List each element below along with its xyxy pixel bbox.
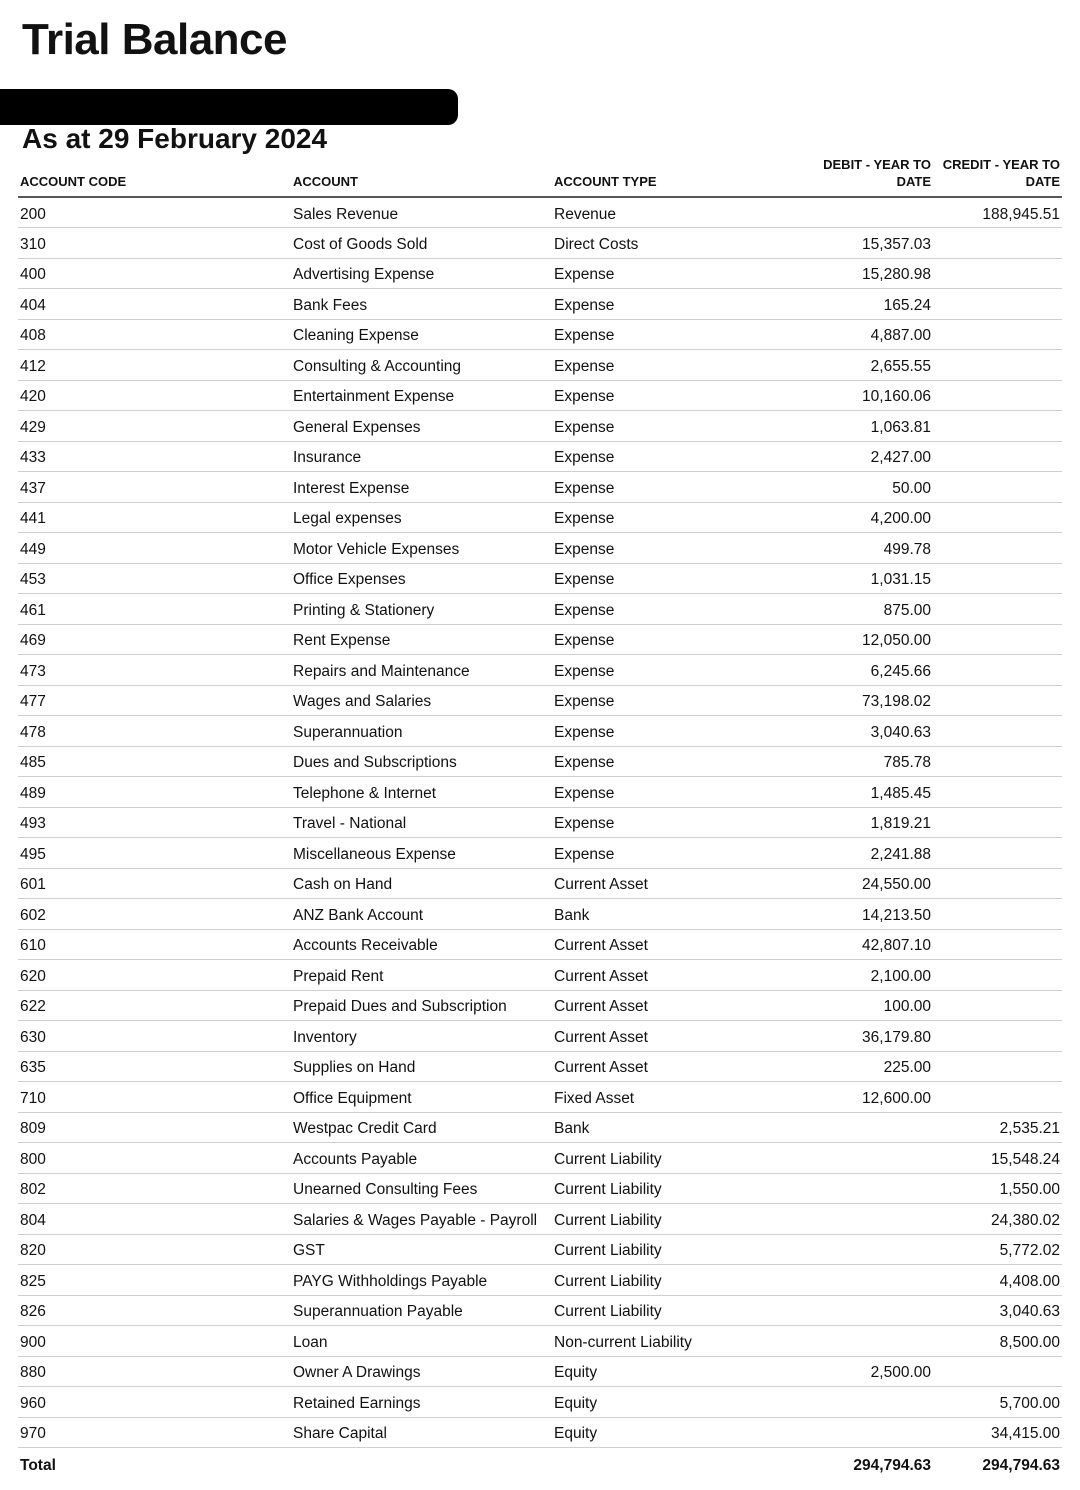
cell-account-type: Current Liability xyxy=(552,1204,790,1235)
header-account: ACCOUNT xyxy=(291,156,552,197)
table-row xyxy=(18,685,1062,716)
cell-account-code: 820 xyxy=(18,1234,291,1265)
cell-account-type: Expense xyxy=(552,563,790,594)
cell-account: Insurance xyxy=(291,441,552,472)
cell-account: Rent Expense xyxy=(291,624,552,655)
trial-balance-table xyxy=(18,156,1062,1478)
cell-account: Wages and Salaries xyxy=(291,685,552,716)
cell-account: Office Expenses xyxy=(291,563,552,594)
table-row xyxy=(18,990,1062,1021)
cell-debit: 15,280.98 xyxy=(790,258,933,289)
cell-debit xyxy=(790,1417,933,1448)
cell-account: Printing & Stationery xyxy=(291,594,552,625)
cell-account-type: Non-current Liability xyxy=(552,1326,790,1357)
table-row xyxy=(18,350,1062,381)
cell-credit xyxy=(933,472,1062,503)
cell-account-type: Equity xyxy=(552,1417,790,1448)
table-row xyxy=(18,1295,1062,1326)
cell-account-type: Expense xyxy=(552,807,790,838)
cell-credit: 5,772.02 xyxy=(933,1234,1062,1265)
cell-debit xyxy=(790,1387,933,1418)
cell-account-code: 429 xyxy=(18,411,291,442)
cell-account: Repairs and Maintenance xyxy=(291,655,552,686)
table-row xyxy=(18,1387,1062,1418)
cell-account-type: Equity xyxy=(552,1356,790,1387)
header-account-code: ACCOUNT CODE xyxy=(18,156,291,197)
table-row xyxy=(18,258,1062,289)
cell-account-code: 635 xyxy=(18,1051,291,1082)
cell-credit: 5,700.00 xyxy=(933,1387,1062,1418)
cell-account-code: 310 xyxy=(18,228,291,259)
cell-credit xyxy=(933,441,1062,472)
cell-account-type: Direct Costs xyxy=(552,228,790,259)
cell-account-type: Equity xyxy=(552,1387,790,1418)
table-row xyxy=(18,624,1062,655)
table-row xyxy=(18,1204,1062,1235)
cell-account-code: 602 xyxy=(18,899,291,930)
cell-account: Consulting & Accounting xyxy=(291,350,552,381)
cell-account-code: 200 xyxy=(18,197,291,228)
cell-debit: 875.00 xyxy=(790,594,933,625)
table-row xyxy=(18,563,1062,594)
cell-debit: 785.78 xyxy=(790,746,933,777)
cell-debit: 12,600.00 xyxy=(790,1082,933,1113)
cell-account-code: 449 xyxy=(18,533,291,564)
cell-credit xyxy=(933,868,1062,899)
cell-debit xyxy=(790,1143,933,1174)
cell-debit: 1,063.81 xyxy=(790,411,933,442)
redaction-bar xyxy=(0,89,458,125)
report-title: Trial Balance xyxy=(22,15,287,64)
cell-debit: 2,500.00 xyxy=(790,1356,933,1387)
cell-credit xyxy=(933,929,1062,960)
cell-account-type: Expense xyxy=(552,746,790,777)
cell-account: Office Equipment xyxy=(291,1082,552,1113)
cell-account-code: 408 xyxy=(18,319,291,350)
table-row xyxy=(18,1051,1062,1082)
cell-debit: 3,040.63 xyxy=(790,716,933,747)
cell-account: Retained Earnings xyxy=(291,1387,552,1418)
table-row xyxy=(18,868,1062,899)
cell-account-type: Expense xyxy=(552,594,790,625)
cell-account: Interest Expense xyxy=(291,472,552,503)
cell-account-code: 493 xyxy=(18,807,291,838)
cell-account-type: Expense xyxy=(552,441,790,472)
cell-account: GST xyxy=(291,1234,552,1265)
cell-account-code: 970 xyxy=(18,1417,291,1448)
cell-credit xyxy=(933,228,1062,259)
total-type-blank xyxy=(552,1448,790,1479)
cell-debit: 1,819.21 xyxy=(790,807,933,838)
cell-account-code: 804 xyxy=(18,1204,291,1235)
cell-credit xyxy=(933,899,1062,930)
table-row xyxy=(18,1265,1062,1296)
cell-account-code: 802 xyxy=(18,1173,291,1204)
cell-debit: 1,485.45 xyxy=(790,777,933,808)
cell-account-code: 900 xyxy=(18,1326,291,1357)
table-row xyxy=(18,1173,1062,1204)
cell-credit: 2,535.21 xyxy=(933,1112,1062,1143)
cell-account-code: 800 xyxy=(18,1143,291,1174)
table-row xyxy=(18,289,1062,320)
cell-credit xyxy=(933,807,1062,838)
cell-account: Share Capital xyxy=(291,1417,552,1448)
table-row xyxy=(18,929,1062,960)
cell-account: Legal expenses xyxy=(291,502,552,533)
cell-debit xyxy=(790,1112,933,1143)
cell-account: Entertainment Expense xyxy=(291,380,552,411)
cell-debit: 15,357.03 xyxy=(790,228,933,259)
cell-debit xyxy=(790,1204,933,1235)
cell-account-type: Current Liability xyxy=(552,1265,790,1296)
cell-account-type: Expense xyxy=(552,838,790,869)
cell-credit: 188,945.51 xyxy=(933,197,1062,228)
cell-credit xyxy=(933,960,1062,991)
cell-debit: 4,200.00 xyxy=(790,502,933,533)
cell-account-code: 469 xyxy=(18,624,291,655)
cell-account-code: 826 xyxy=(18,1295,291,1326)
total-row xyxy=(18,1448,1062,1479)
cell-account-type: Current Liability xyxy=(552,1234,790,1265)
cell-credit xyxy=(933,380,1062,411)
cell-account-code: 433 xyxy=(18,441,291,472)
table-row xyxy=(18,746,1062,777)
cell-credit xyxy=(933,1356,1062,1387)
cell-account-code: 441 xyxy=(18,502,291,533)
cell-account-type: Expense xyxy=(552,411,790,442)
table-row xyxy=(18,411,1062,442)
cell-account-code: 404 xyxy=(18,289,291,320)
cell-account-type: Expense xyxy=(552,350,790,381)
cell-debit xyxy=(790,197,933,228)
cell-debit: 1,031.15 xyxy=(790,563,933,594)
cell-account: Supplies on Hand xyxy=(291,1051,552,1082)
cell-account-type: Expense xyxy=(552,258,790,289)
cell-account-type: Revenue xyxy=(552,197,790,228)
cell-credit: 3,040.63 xyxy=(933,1295,1062,1326)
cell-debit: 6,245.66 xyxy=(790,655,933,686)
cell-account-type: Expense xyxy=(552,685,790,716)
cell-account: Loan xyxy=(291,1326,552,1357)
cell-credit xyxy=(933,655,1062,686)
cell-credit xyxy=(933,533,1062,564)
cell-credit xyxy=(933,350,1062,381)
cell-debit: 2,100.00 xyxy=(790,960,933,991)
table-row xyxy=(18,716,1062,747)
cell-debit: 4,887.00 xyxy=(790,319,933,350)
cell-account-code: 412 xyxy=(18,350,291,381)
cell-account-code: 601 xyxy=(18,868,291,899)
cell-account: Owner A Drawings xyxy=(291,1356,552,1387)
cell-account-type: Expense xyxy=(552,380,790,411)
cell-debit: 12,050.00 xyxy=(790,624,933,655)
cell-account: Cleaning Expense xyxy=(291,319,552,350)
table-row xyxy=(18,1356,1062,1387)
cell-credit: 34,415.00 xyxy=(933,1417,1062,1448)
cell-account-code: 485 xyxy=(18,746,291,777)
cell-account: Motor Vehicle Expenses xyxy=(291,533,552,564)
cell-account-code: 610 xyxy=(18,929,291,960)
cell-credit xyxy=(933,1051,1062,1082)
total-account-blank xyxy=(291,1448,552,1479)
cell-credit xyxy=(933,563,1062,594)
cell-account: Sales Revenue xyxy=(291,197,552,228)
cell-account-code: 630 xyxy=(18,1021,291,1052)
cell-debit: 73,198.02 xyxy=(790,685,933,716)
cell-debit: 100.00 xyxy=(790,990,933,1021)
header-debit: DEBIT - YEAR TO DATE xyxy=(790,156,933,197)
table-row xyxy=(18,441,1062,472)
cell-account: ANZ Bank Account xyxy=(291,899,552,930)
cell-account: Westpac Credit Card xyxy=(291,1112,552,1143)
cell-account-code: 495 xyxy=(18,838,291,869)
cell-debit: 14,213.50 xyxy=(790,899,933,930)
cell-debit: 499.78 xyxy=(790,533,933,564)
cell-credit xyxy=(933,502,1062,533)
cell-account: Prepaid Dues and Subscription xyxy=(291,990,552,1021)
cell-account: Travel - National xyxy=(291,807,552,838)
cell-account-code: 473 xyxy=(18,655,291,686)
cell-account-code: 453 xyxy=(18,563,291,594)
cell-account: Accounts Receivable xyxy=(291,929,552,960)
table-row xyxy=(18,655,1062,686)
cell-debit xyxy=(790,1295,933,1326)
cell-credit xyxy=(933,258,1062,289)
cell-debit: 10,160.06 xyxy=(790,380,933,411)
cell-debit xyxy=(790,1173,933,1204)
cell-credit: 8,500.00 xyxy=(933,1326,1062,1357)
cell-account-type: Fixed Asset xyxy=(552,1082,790,1113)
cell-account-type: Expense xyxy=(552,319,790,350)
cell-account-type: Expense xyxy=(552,289,790,320)
cell-account-type: Current Liability xyxy=(552,1295,790,1326)
cell-credit: 15,548.24 xyxy=(933,1143,1062,1174)
cell-account-type: Current Asset xyxy=(552,990,790,1021)
cell-debit: 225.00 xyxy=(790,1051,933,1082)
cell-account: Superannuation Payable xyxy=(291,1295,552,1326)
cell-debit xyxy=(790,1265,933,1296)
cell-credit xyxy=(933,411,1062,442)
cell-debit: 2,241.88 xyxy=(790,838,933,869)
cell-account-type: Expense xyxy=(552,777,790,808)
cell-account-type: Expense xyxy=(552,502,790,533)
table-row xyxy=(18,807,1062,838)
table-header-row xyxy=(18,156,1062,197)
cell-account-code: 437 xyxy=(18,472,291,503)
table-row xyxy=(18,899,1062,930)
table-row xyxy=(18,1112,1062,1143)
cell-account-code: 489 xyxy=(18,777,291,808)
table-row xyxy=(18,502,1062,533)
cell-credit xyxy=(933,685,1062,716)
cell-account-code: 809 xyxy=(18,1112,291,1143)
table-row xyxy=(18,960,1062,991)
cell-account: Accounts Payable xyxy=(291,1143,552,1174)
cell-account-type: Current Liability xyxy=(552,1173,790,1204)
cell-credit xyxy=(933,716,1062,747)
cell-account: Cash on Hand xyxy=(291,868,552,899)
cell-account-code: 880 xyxy=(18,1356,291,1387)
cell-credit xyxy=(933,624,1062,655)
total-credit: 294,794.63 xyxy=(982,1457,1060,1474)
cell-account-code: 620 xyxy=(18,960,291,991)
cell-credit xyxy=(933,1082,1062,1113)
cell-account: Inventory xyxy=(291,1021,552,1052)
cell-account-type: Current Asset xyxy=(552,1021,790,1052)
cell-account: Dues and Subscriptions xyxy=(291,746,552,777)
cell-debit xyxy=(790,1326,933,1357)
cell-account: Bank Fees xyxy=(291,289,552,320)
cell-account-type: Current Liability xyxy=(552,1143,790,1174)
cell-account: Superannuation xyxy=(291,716,552,747)
table-row xyxy=(18,1326,1062,1357)
report-date: As at 29 February 2024 xyxy=(22,123,328,154)
cell-account-type: Bank xyxy=(552,1112,790,1143)
header-account-type: ACCOUNT TYPE xyxy=(552,156,790,197)
table-row xyxy=(18,319,1062,350)
cell-debit: 42,807.10 xyxy=(790,929,933,960)
table-row xyxy=(18,594,1062,625)
cell-debit: 2,427.00 xyxy=(790,441,933,472)
cell-credit xyxy=(933,594,1062,625)
cell-credit xyxy=(933,319,1062,350)
table-row xyxy=(18,228,1062,259)
cell-account-code: 710 xyxy=(18,1082,291,1113)
cell-account-type: Expense xyxy=(552,472,790,503)
cell-account-type: Current Asset xyxy=(552,868,790,899)
cell-credit: 4,408.00 xyxy=(933,1265,1062,1296)
cell-debit: 36,179.80 xyxy=(790,1021,933,1052)
table-row xyxy=(18,1143,1062,1174)
cell-credit xyxy=(933,838,1062,869)
cell-credit xyxy=(933,1021,1062,1052)
table-row xyxy=(18,533,1062,564)
cell-credit xyxy=(933,289,1062,320)
cell-account: Telephone & Internet xyxy=(291,777,552,808)
cell-account: Miscellaneous Expense xyxy=(291,838,552,869)
table-row xyxy=(18,380,1062,411)
total-label: Total xyxy=(20,1457,56,1474)
cell-account: PAYG Withholdings Payable xyxy=(291,1265,552,1296)
header-credit: CREDIT - YEAR TO DATE xyxy=(933,156,1062,197)
cell-account-type: Current Asset xyxy=(552,1051,790,1082)
cell-account-type: Current Asset xyxy=(552,960,790,991)
cell-account: Salaries & Wages Payable - Payroll xyxy=(291,1204,552,1235)
cell-credit xyxy=(933,746,1062,777)
table-row xyxy=(18,1021,1062,1052)
cell-account-code: 478 xyxy=(18,716,291,747)
cell-debit xyxy=(790,1234,933,1265)
table-body xyxy=(18,197,1062,1448)
table-row xyxy=(18,1417,1062,1448)
cell-account-code: 960 xyxy=(18,1387,291,1418)
cell-account-type: Bank xyxy=(552,899,790,930)
cell-account: Advertising Expense xyxy=(291,258,552,289)
cell-debit: 50.00 xyxy=(790,472,933,503)
cell-account: Cost of Goods Sold xyxy=(291,228,552,259)
table-row xyxy=(18,197,1062,228)
cell-account: Prepaid Rent xyxy=(291,960,552,991)
cell-debit: 2,655.55 xyxy=(790,350,933,381)
table-row xyxy=(18,1082,1062,1113)
cell-account-code: 420 xyxy=(18,380,291,411)
cell-credit xyxy=(933,777,1062,808)
cell-debit: 165.24 xyxy=(790,289,933,320)
table-row xyxy=(18,1234,1062,1265)
cell-credit xyxy=(933,990,1062,1021)
cell-account-type: Current Asset xyxy=(552,929,790,960)
cell-account-type: Expense xyxy=(552,624,790,655)
cell-credit: 1,550.00 xyxy=(933,1173,1062,1204)
total-debit: 294,794.63 xyxy=(853,1457,931,1474)
cell-account-code: 461 xyxy=(18,594,291,625)
cell-account-code: 400 xyxy=(18,258,291,289)
table-row xyxy=(18,838,1062,869)
table-row xyxy=(18,472,1062,503)
cell-credit: 24,380.02 xyxy=(933,1204,1062,1235)
cell-account-type: Expense xyxy=(552,716,790,747)
cell-account-type: Expense xyxy=(552,533,790,564)
cell-account-code: 477 xyxy=(18,685,291,716)
cell-account-code: 825 xyxy=(18,1265,291,1296)
cell-debit: 24,550.00 xyxy=(790,868,933,899)
cell-account-type: Expense xyxy=(552,655,790,686)
cell-account-code: 622 xyxy=(18,990,291,1021)
table-row xyxy=(18,777,1062,808)
cell-account: General Expenses xyxy=(291,411,552,442)
cell-account: Unearned Consulting Fees xyxy=(291,1173,552,1204)
